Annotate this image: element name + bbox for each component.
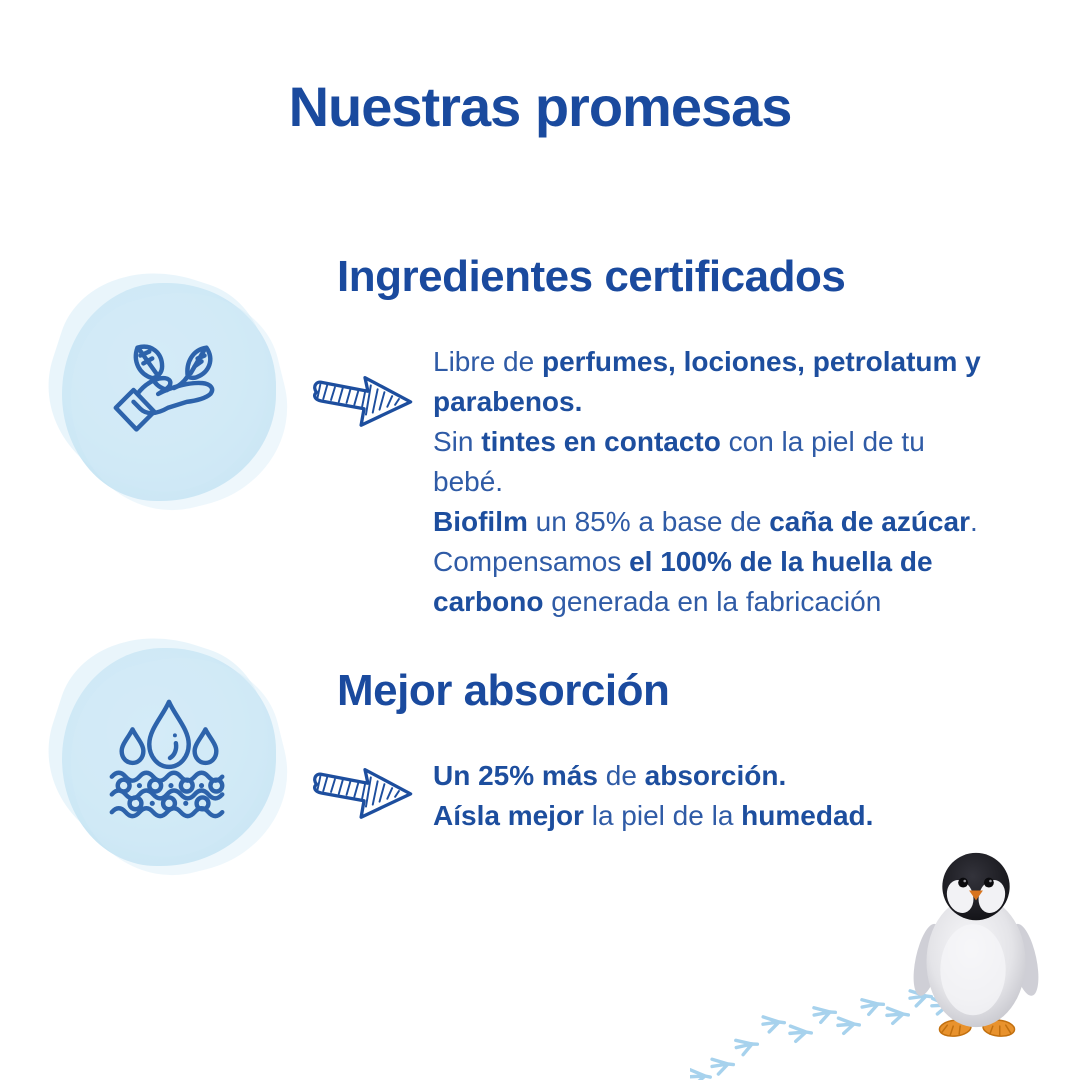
text-segment: de: [597, 760, 645, 791]
text-segment: Aísla mejor: [433, 800, 584, 831]
text-segment: caña de azúcar: [769, 506, 970, 537]
body-line: [433, 422, 985, 502]
text-segment: Un 25% más: [433, 760, 598, 791]
body-line: [433, 796, 985, 836]
body-line: [433, 756, 985, 796]
water-drops-absorption-icon: [100, 688, 238, 826]
section-body-absorcion: [433, 756, 985, 836]
text-segment: humedad.: [741, 800, 874, 831]
body-line: [433, 342, 985, 422]
text-segment: la piel de la: [583, 800, 742, 831]
text-segment: tintes en contacto: [481, 426, 721, 457]
section-heading-absorcion: Mejor absorción: [337, 666, 670, 715]
penguin-eye: [984, 878, 994, 888]
penguin-eye: [958, 878, 968, 888]
text-segment: .: [969, 506, 978, 537]
text-segment: perfumes, lociones, petrolatum y parabenos.: [433, 346, 981, 417]
text-segment: un 85% a base de: [527, 506, 770, 537]
baby-penguin-image: [910, 843, 1042, 1041]
section-body-ingredientes: [433, 342, 985, 622]
hand-holding-leaves-icon: [100, 323, 238, 461]
text-segment: el 100% de la huella de carbono: [433, 546, 933, 617]
watercolor-blob: [62, 648, 276, 866]
text-segment: Biofilm: [433, 506, 528, 537]
section-heading-ingredientes: Ingredientes certificados: [337, 252, 846, 301]
text-segment: absorción.: [644, 760, 787, 791]
watercolor-blob: [62, 283, 276, 501]
sketch-arrow-right-icon: [306, 758, 424, 824]
text-segment: Compensamos: [433, 546, 630, 577]
page-title: Nuestras promesas: [288, 75, 792, 138]
text-segment: generada en la fabricación: [543, 586, 882, 617]
body-line: [433, 542, 985, 622]
text-segment: Sin: [433, 426, 482, 457]
text-segment: Libre de: [433, 346, 542, 377]
body-line: [433, 502, 985, 542]
sketch-arrow-right-icon: [306, 366, 424, 432]
text-segment: con la piel de tu bebé.: [433, 426, 925, 497]
